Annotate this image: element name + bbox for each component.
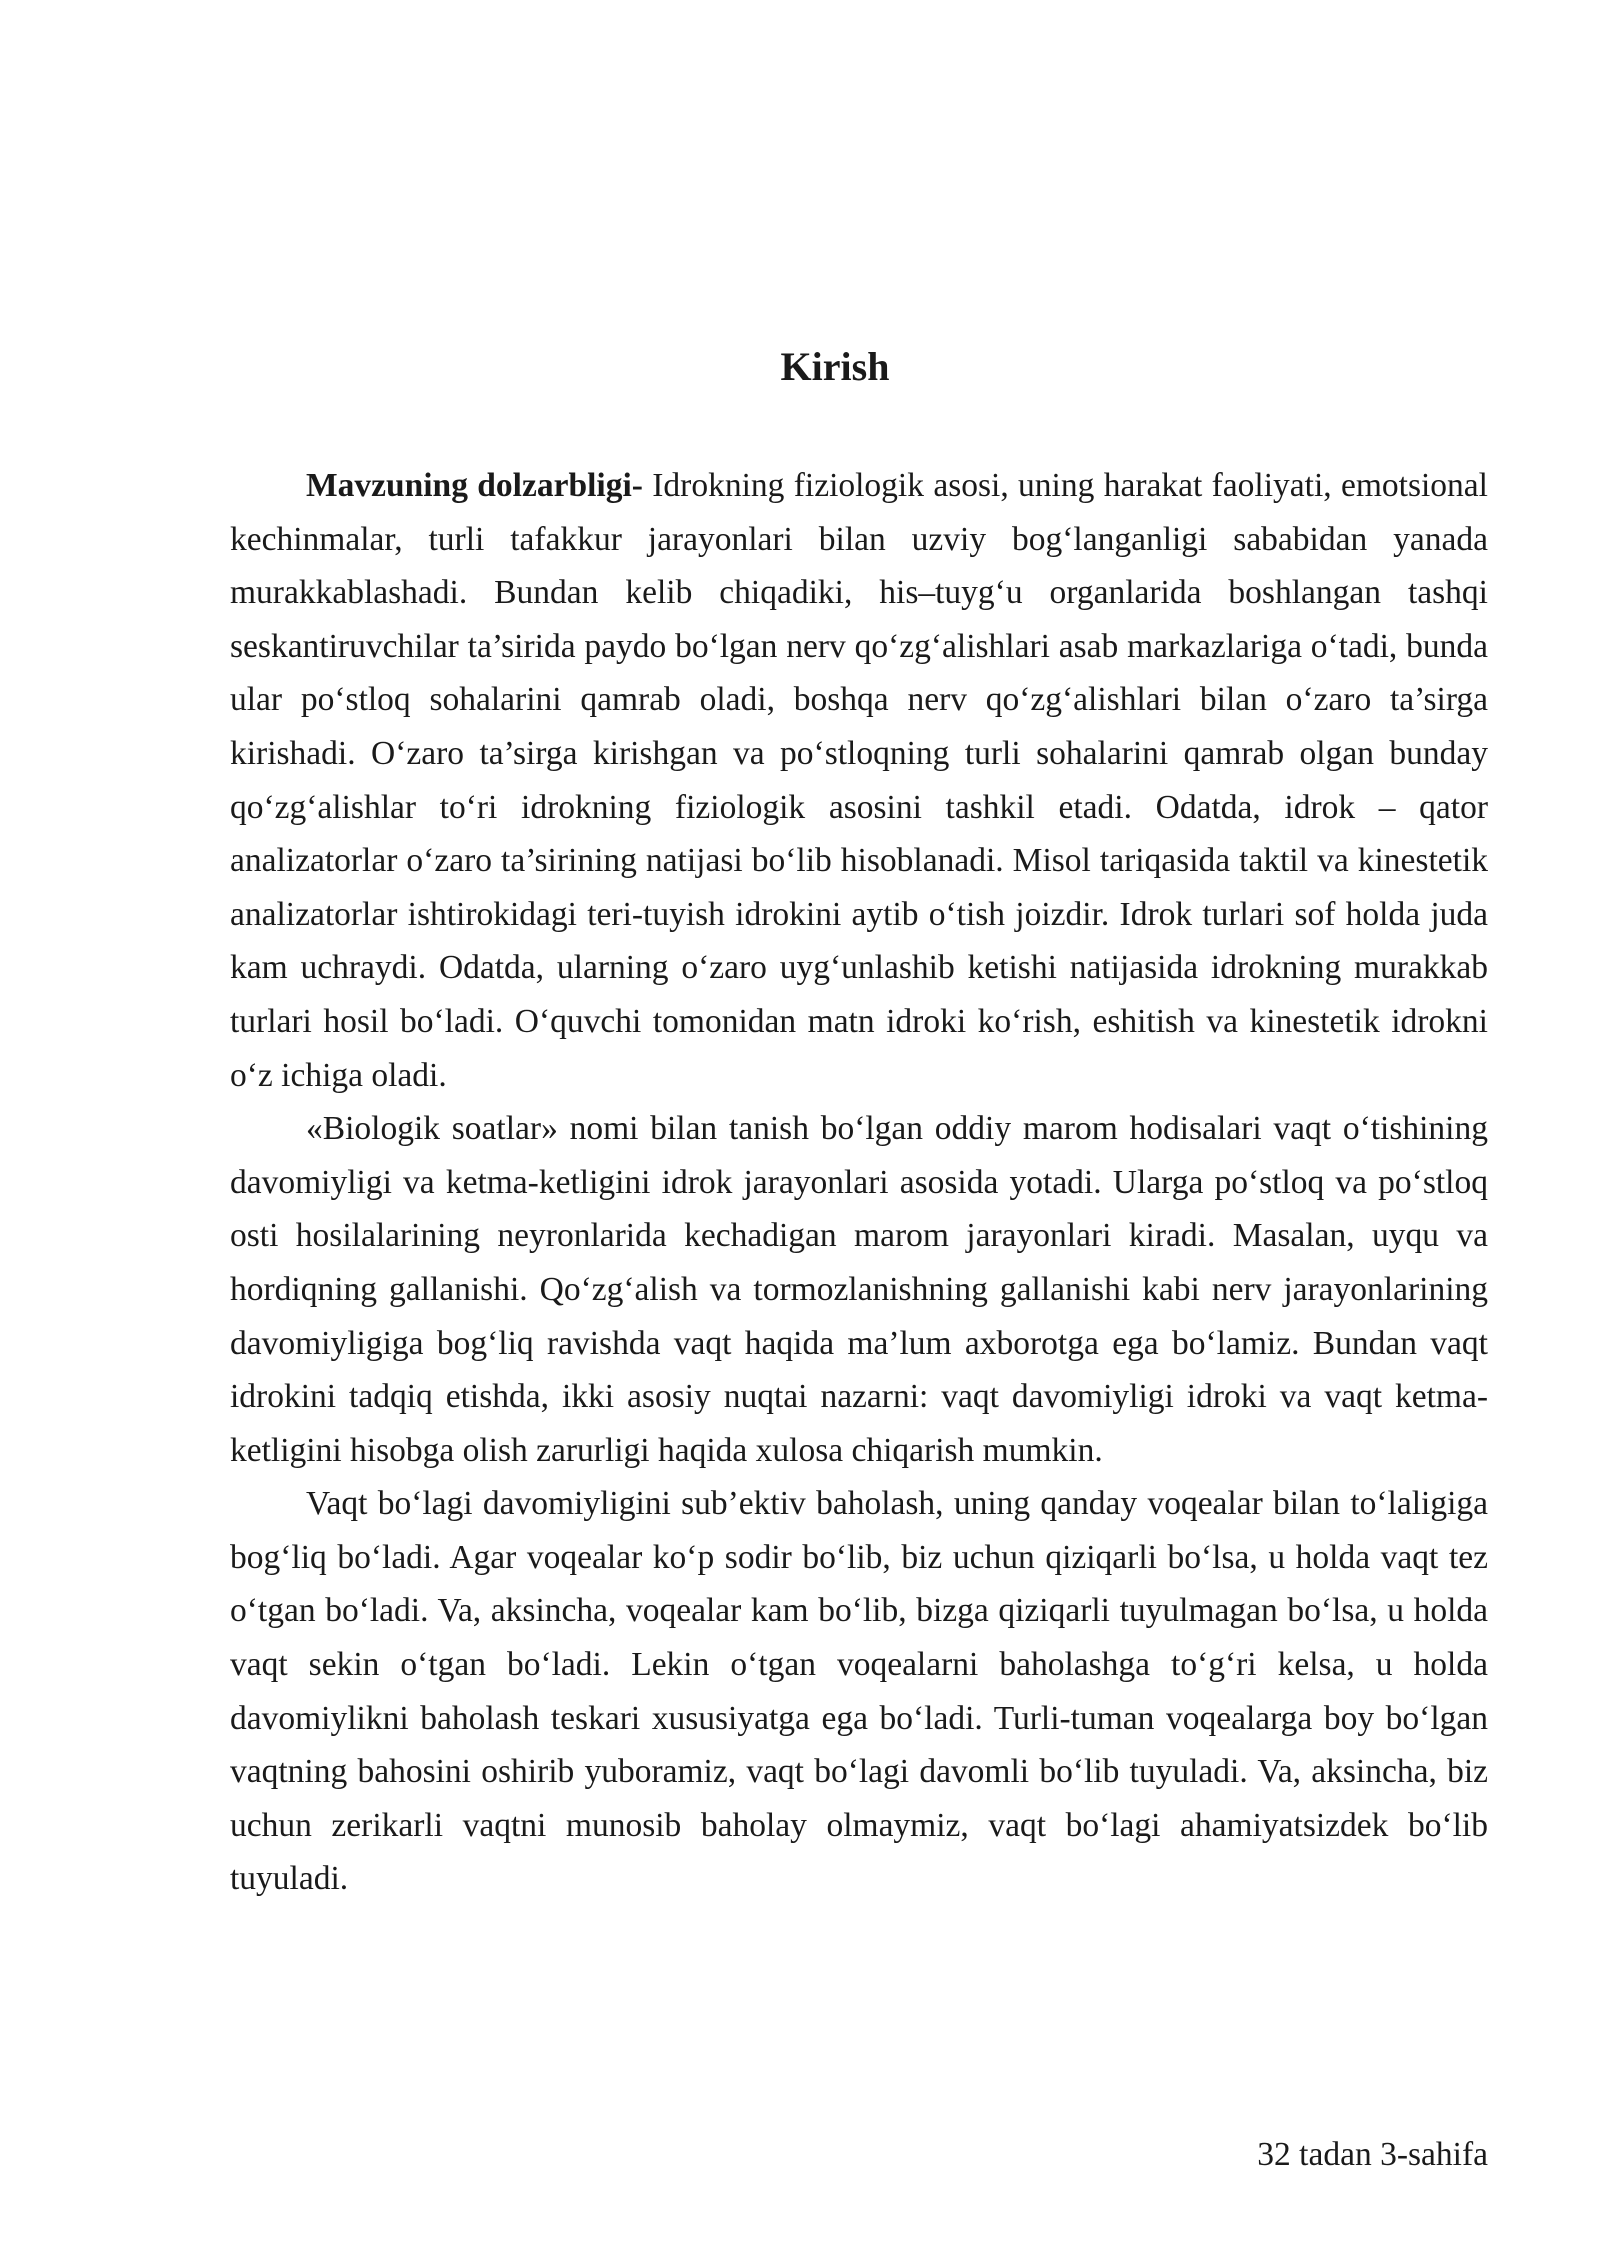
paragraph-text: Idrokning fiziologik asosi, uning harakat faoliyati, emotsional kechinmalar, turli tafakkur jarayonlari bilan uzviy bog‘langanligi sababidan yanada murakkablashadi. Bundan kelib chiqadiki, his–tuyg‘u organlarida boshlangan tashqi seskantiruvchilar ta’sirida paydo bo‘lgan nerv qo‘zg‘alishlari asab markazlariga o‘tadi, bunda ular po‘stloq sohalarini qamrab oladi, boshqa nerv qo‘zg‘alishlari bilan o‘zaro ta’sirga kirishadi. O‘zaro ta’sirga kirishgan va po‘stloqning turli sohalarini qamrab olgan bunday qo‘zg‘alishlar to‘ri idrokning fiziologik asosini tashkil etadi. Odatda, idrok – qator analizatorlar o‘zaro ta’sirining natijasi bo‘lib hisoblanadi. Misol tariqasida taktil va kinestetik analizatorlar ishtirokidagi teri-tuyish idrokini aytib o‘tish joizdir. Idrok turlari sof holda juda kam uchraydi. Odatda, ularning o‘zaro uyg‘unlashib ketishi natijasida idrokning murakkab turlari hosil bo‘ladi. O‘quvchi tomonidan matn idroki ko‘rish, eshitish va kinestetik idrokni o‘z ichiga oladi.	[230, 467, 1488, 1094]
paragraph-3	[230, 1477, 1488, 1906]
body-text	[230, 459, 1488, 1906]
page-number-footer: 32 tadan 3-sahifa	[1257, 2136, 1488, 2173]
paragraph-text: «Biologik soatlar» nomi bilan tanish bo‘lgan oddiy marom hodisalari vaqt o‘tishining davomiyligi va ketma-ketligini idrok jarayonlari asosida yotadi. Ularga po‘stloq va po‘stloq osti hosilalarining neyronlarida kechadigan marom jarayonlari kiradi. Masalan, uyqu va hordiqning gallanishi. Qo‘zg‘alish va tormozlanishning gallanishi kabi nerv jarayonlarining davomiyligiga bog‘liq ravishda vaqt haqida ma’lum axborotga ega bo‘lamiz. Bundan vaqt idrokini tadqiq etishda, ikki asosiy nuqtai nazarni: vaqt davomiyligi idroki va vaqt ketma-ketligini hisobga olish zarurligi haqida xulosa chiqarish mumkin.	[230, 1110, 1488, 1469]
paragraph-2	[230, 1102, 1488, 1477]
page-title: Kirish	[780, 344, 890, 389]
paragraph-1	[230, 459, 1488, 1102]
paragraph-lead: Mavzuning dolzarbligi-	[306, 467, 643, 504]
paragraph-text: Vaqt bo‘lagi davomiyligini sub’ektiv baholash, uning qanday voqealar bilan to‘laligiga bog‘liq bo‘ladi. Agar voqealar ko‘p sodir bo‘lib, biz uchun qiziqarli bo‘lsa, u holda vaqt tez o‘tgan bo‘ladi. Va, aksincha, voqealar kam bo‘lib, bizga qiziqarli tuyulmagan bo‘lsa, u holda vaqt sekin o‘tgan bo‘ladi. Lekin o‘tgan voqealarni baholashga to‘g‘ri kelsa, u holda davomiylikni baholash teskari xususiyatga ega bo‘ladi. Turli-tuman voqealarga boy bo‘lgan vaqtning bahosini oshirib yuboramiz, vaqt bo‘lagi davomli bo‘lib tuyuladi. Va, aksincha, biz uchun zerikarli vaqtni munosib baholay olmaymiz, vaqt bo‘lagi ahamiyatsizdek bo‘lib tuyuladi.	[230, 1485, 1488, 1898]
